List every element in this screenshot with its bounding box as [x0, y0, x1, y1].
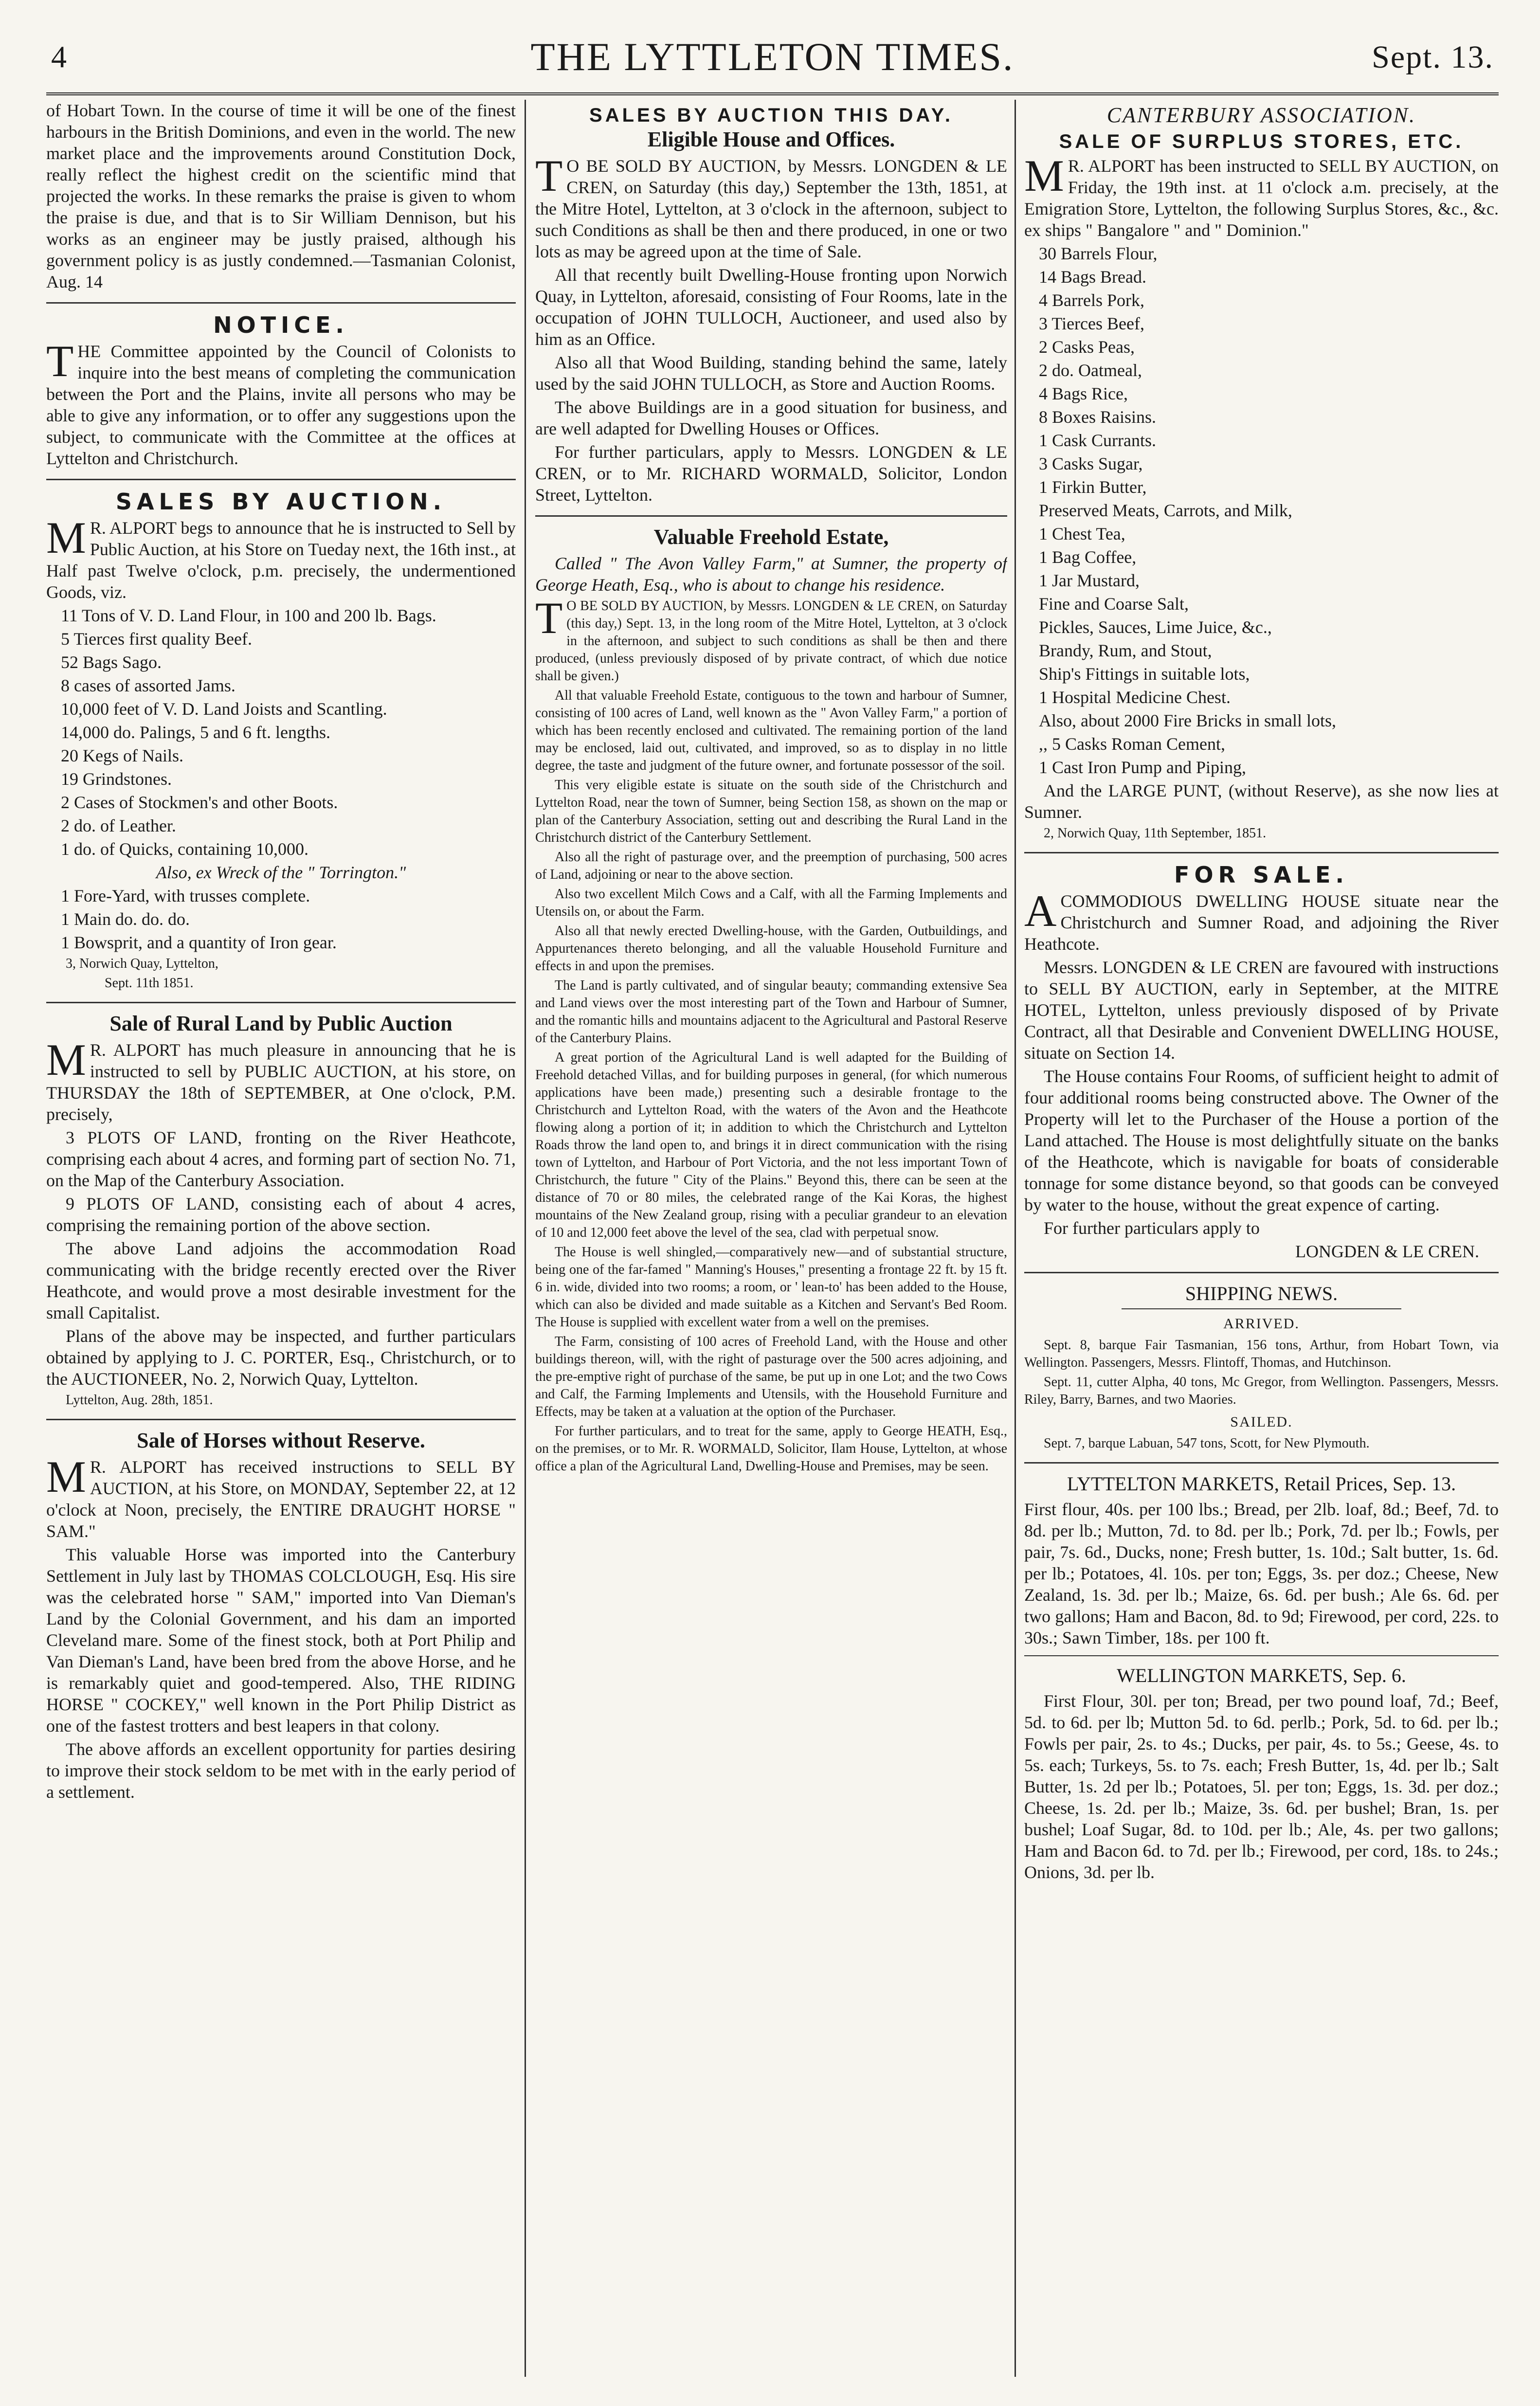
- list-item: 2 do. Oatmeal,: [1039, 361, 1142, 380]
- rural-intro: MR. ALPORT has much pleasure in announcing that he is instructed to sell by PUBLIC AUCTION, at his store, on THURSDAY the 18th of SEPTEMBER, at One o'clock, P.M. precisely,: [46, 1035, 516, 1124]
- surplus-stores-heading: SALE OF SURPLUS STORES, ETC.: [1059, 131, 1464, 152]
- list-item: 1 Fore-Yard, with trusses complete.: [61, 886, 310, 905]
- list-item: 8 Boxes Raisins.: [1039, 407, 1157, 427]
- list-item: ,, 5 Casks Roman Cement,: [1039, 734, 1225, 754]
- list-item: 52 Bags Sago.: [61, 652, 162, 672]
- canterbury-address: 2, Norwich Quay, 11th September, 1851.: [1044, 826, 1267, 841]
- list-item: 2 Cases of Stockmen's and other Boots.: [61, 793, 338, 812]
- arrival-entry: Sept. 8, barque Fair Tasmanian, 156 tons, Arthur, from Hobart Town, via Wellington. Passengers, Messrs. Flintoff, Thomas, and Hutchinson.: [1024, 1338, 1499, 1370]
- estate-paragraph: The Farm, consisting of 100 acres of Freehold Land, with the House and other buildings thereon, will, with the right of pasturage over the 500 acres adjoining, and the pre-emptive right of purchase of the same, be put up in one Lot; and the two Cows and Calf, the Farming Implements and Utensils, with the Household Furniture and Effects, may be taken at a valuation at the option of the Purchaser.: [535, 1334, 1007, 1419]
- wellington-markets-heading: WELLINGTON MARKETS, Sep. 6.: [1117, 1664, 1406, 1686]
- list-item: 1 Main do. do. do.: [61, 909, 190, 929]
- sales-address: 3, Norwich Quay, Lyttelton,: [66, 956, 218, 971]
- list-item: Brandy, Rum, and Stout,: [1039, 641, 1212, 660]
- list-item: Preserved Meats, Carrots, and Milk,: [1039, 501, 1292, 520]
- sales-date: Sept. 11th 1851.: [105, 976, 194, 991]
- divider: [1024, 1272, 1499, 1273]
- list-item: 1 Hospital Medicine Chest.: [1039, 687, 1231, 707]
- rural-date: Lyttelton, Aug. 28th, 1851.: [66, 1393, 213, 1408]
- divider: [1024, 852, 1499, 853]
- divider: [1122, 1308, 1401, 1309]
- house-paragraph: TO BE SOLD BY AUCTION, by Messrs. LONGDEN & LE CREN, on Saturday (this day,) September the 13th, 1851, at the Mitre Hotel, Lyttelton, at 3 o'clock in the afternoon, subject to such Conditions as shall be then and there produced, in one or two lots as may be agreed upon at the time of Sale.: [535, 151, 1007, 261]
- sales-intro: MR. ALPORT begs to announce that he is instructed to Sell by Public Auction, at his Store on Tueday next, the 16th inst., at Half past Twelve o'clock, p.m. precisely, the undermentioned Goods, viz.: [46, 513, 516, 602]
- issue-date: Sept. 13.: [1372, 39, 1494, 75]
- horses-paragraph: This valuable Horse was imported into the Canterbury Settlement in July last by THOMAS COLCLOUGH, Esq. His sire was the celebrated horse " SAM," imported into Van Dieman's Land by the Colonial Government, and his dam an imported Cleveland mare. Some of the finest stock, both at Port Philip and Van Dieman's Land, have been bred from the above Horse, and he is remarkably quiet and good-tempered. Also, THE RIDING HORSE " COCKEY," well known in the Port Philip District as one of the fastest trotters and best leapers in that colony.: [46, 1545, 516, 1736]
- list-item: 4 Bags Rice,: [1039, 384, 1128, 403]
- column-divider: [1015, 100, 1016, 2377]
- rural-paragraph: 3 PLOTS OF LAND, fronting on the River Heathcote, comprising each about 4 acres, and forming part of section No. 71, on the Map of the Canterbury Association.: [46, 1128, 516, 1190]
- estate-paragraph: All that valuable Freehold Estate, contiguous to the town and harbour of Sumner, consisting of 100 acres of Land, well known as the " Avon Valley Farm," a portion of which has been recently enclosed and cultivated. The remaining portion of the land may be enclosed, laid out, cultivated, and improved, so as to display in no little degree, the taste and judgment of the future owner, and fortunate possessor of the soil.: [535, 688, 1007, 773]
- divider: [46, 302, 516, 304]
- list-item: 3 Tierces Beef,: [1039, 314, 1144, 333]
- shipping-heading: SHIPPING NEWS.: [1185, 1283, 1338, 1304]
- notice-body: THE Committee appointed by the Council of Colonists to inquire into the best means of completing the communication between the Port and the Plains, invite all persons who may be able to give any information, or to offer any suggestions upon the subject, to communicate with the Committee at the offices at Lyttelton and Christchurch.: [46, 336, 516, 468]
- for-sale-paragraph: For further particulars apply to: [1044, 1218, 1260, 1238]
- column-1: [46, 100, 516, 2377]
- for-sale-intro: ACOMMODIOUS DWELLING HOUSE situate near the Christchurch and Sumner Road, and adjoining the River Heathcote.: [1024, 886, 1499, 954]
- rural-paragraph: 9 PLOTS OF LAND, consisting each of about 4 acres, comprising the remaining portion of the above section.: [46, 1194, 516, 1235]
- page-number: 4: [51, 39, 67, 74]
- notice-heading: NOTICE.: [213, 312, 349, 338]
- divider: [535, 515, 1007, 517]
- for-sale-signature: LONGDEN & LE CREN.: [1295, 1242, 1479, 1261]
- divider: [46, 479, 516, 480]
- house-offices-heading: Eligible House and Offices.: [647, 127, 895, 151]
- list-item: Ship's Fittings in suitable lots,: [1039, 664, 1250, 684]
- wellington-markets-prices: First Flour, 30l. per ton; Bread, per two pound loaf, 7d.; Beef, 5d. to 6d. per lb; Mutton 5d. to 6d. perlb.; Pork, 5d. to 6d. per lb.; Fowls per pair, 2s. to 4s.; Ducks, per pair, 4s. to 5s.; Geese, 4s. to 5s. each; Turkeys, 5s. to 7s. each; Fresh Butter, 1s, 4d. per lb.; Salt Butter, 1s. 2d per lb.; Potatoes, 5l. per ton; Eggs, 1s. 3d. per doz.; Cheese, 1s. 2d. per lb.; Maize, 3s. 6d. per bushel; Bran, 1s. per bushel; Loaf Sugar, 8d. to 10d. per lb.; Ale, 4s. per two gallons; Ham and Bacon 6d. to 7d. per lb.; Firewood, per cord, 18s. to 24s.; Onions, 3d. per lb.: [1024, 1691, 1499, 1882]
- divider: [46, 1419, 516, 1420]
- rural-paragraph: The above Land adjoins the accommodation Road communicating with the bridge recently erected over the River Heathcote, and would prove a most desirable investment for the small Capitalist.: [46, 1239, 516, 1322]
- list-item: Pickles, Sauces, Lime Juice, &c.,: [1039, 617, 1272, 637]
- column-2: [535, 100, 1007, 2377]
- for-sale-paragraph: Messrs. LONGDEN & LE CREN are favoured with instructions to SELL BY AUCTION, early in September, at the MITRE HOTEL, Lyttelton, unless previously disposed of by Private Contract, all that Desirable and Convenient DWELLING HOUSE, situate on Section 14.: [1024, 958, 1499, 1063]
- harbour-article: of Hobart Town. In the course of time it will be one of the finest harbours in the British Dominions, and even in the world. The new market place and the improvements around Constitution Dock, really reflect the highest credit on the scientific mind that projected the works. In these remarks the praise is given to whom the praise is due, and that is to Sir William Dennison, but his works as an engineer may be justly praised, although his government policy is as justly condemned.—Tasmanian Colonist, Aug. 14: [46, 101, 516, 291]
- list-item: 3 Casks Sugar,: [1039, 454, 1143, 473]
- estate-paragraph: The House is well shingled,—comparatively new—and of substantial structure, being one of the far-famed " Manning's Houses," presenting a frontage 22 ft. by 15 ft. 6 in. wide, divided into two rooms; a room, or ' lean-to' has been added to the House, which can also be divided and made suitable as a Kitchen and Servant's Bed Room. The House is supplied with excellent water from a well on the premises.: [535, 1245, 1007, 1330]
- list-item: 30 Barrels Flour,: [1039, 244, 1158, 263]
- list-item: 19 Grindstones.: [61, 769, 172, 789]
- estate-paragraph: The Land is partly cultivated, and of singular beauty; commanding extensive Sea and Land views over the most interesting part of the Town and Harbour of Sumner, and the romantic hills and mountains adjacent to the Agricultural and Pastoral Reserve of the Canterbury Plains.: [535, 978, 1007, 1046]
- list-item: 1 Jar Mustard,: [1039, 571, 1140, 590]
- divider: [46, 1002, 516, 1003]
- estate-heading: Valuable Freehold Estate,: [653, 525, 889, 549]
- column-divider: [525, 100, 526, 2377]
- horses-paragraph: The above affords an excellent opportunity for parties desiring to improve their stock seldom to be met with in the early period of a settlement.: [46, 1739, 516, 1802]
- list-item: 1 Cast Iron Pump and Piping,: [1039, 758, 1247, 777]
- rural-paragraph: Plans of the above may be inspected, and further particulars obtained by applying to J. C. PORTER, Esq., Christchurch, or to the AUCTIONEER, No. 2, Norwich Quay, Lyttelton.: [46, 1326, 516, 1389]
- estate-paragraph: TO BE SOLD BY AUCTION, by Messrs. LONGDEN & LE CREN, on Saturday (this day,) Sept. 13, in the long room of the Mitre Hotel, Lyttelton, at 3 o'clock in the afternoon, and subject to such conditions as shall be then and there produced, (unless previously disposed of by private contract, of which due notice shall be given.): [535, 593, 1007, 684]
- horses-heading: Sale of Horses without Reserve.: [137, 1429, 425, 1452]
- column-3: [1024, 100, 1499, 2377]
- estate-body: [535, 593, 1007, 1475]
- horses-intro: MR. ALPORT has received instructions to SELL BY AUCTION, at his Store, on MONDAY, September 22, at 12 o'clock at Noon, precisely, the ENTIRE DRAUGHT HORSE " SAM.": [46, 1452, 516, 1541]
- list-item: 1 Cask Currants.: [1039, 431, 1156, 450]
- house-paragraph: For further particulars, apply to Messrs. LONGDEN & LE CREN, or to Mr. RICHARD WORMALD, Solicitor, London Street, Lyttelton.: [535, 442, 1007, 505]
- rural-heading: Sale of Rural Land by Public Auction: [109, 1012, 453, 1035]
- estate-paragraph: Also all the right of pasturage over, and the preemption of purchasing, 500 acres of Land, adjoining or near to the above section.: [535, 850, 1007, 882]
- list-item: 14,000 do. Palings, 5 and 6 ft. lengths.: [61, 723, 330, 742]
- divider: [1024, 1655, 1499, 1656]
- estate-subheading: Called " The Avon Valley Farm," at Sumner, the property of George Heath, Esq., who is about to change his residence.: [535, 554, 1007, 595]
- estate-paragraph: A great portion of the Agricultural Land is well adapted for the Building of Freehold detached Villas, and for building purposes in general, (for which numerous applications have been made,) presenting such a desirable frontage to the Christchurch and Lyttelton Road, with the waters of the Avon and the Heathcote flowing along a portion of it; in addition to which the Christchurch and Lyttelton Roads throw the land open to, and brings it in direct communication with the rising town of Lyttelton, and Harbour of Port Victoria, and the not less important Town of Christchurch, the future " City of the Plains." Beyond this, there can be seen at the distance of 70 or 80 miles, the celebrated range of the Kai Koras, the highest mountains of the New Zealand group, rising with a peculiar grandeur to an elevation of 10 and 12,000 feet above the level of the sea, clad with perpetual snow.: [535, 1050, 1007, 1240]
- list-item: 8 cases of assorted Jams.: [61, 676, 236, 695]
- lyttelton-markets-heading: LYTTELTON MARKETS, Retail Prices, Sep. 13.: [1067, 1473, 1456, 1495]
- list-item: 1 do. of Quicks, containing 10,000.: [61, 839, 308, 859]
- arrival-entry: Sept. 11, cutter Alpha, 40 tons, Mc Gregor, from Wellington. Passengers, Messrs. Riley, Barry, Barnes, and two Maories.: [1024, 1375, 1499, 1407]
- list-item: 2 do. of Leather.: [61, 816, 176, 835]
- sailing-entry: Sept. 7, barque Labuan, 547 tons, Scott, for New Plymouth.: [1044, 1436, 1370, 1451]
- wreck-note: Also, ex Wreck of the " Torrington.": [156, 863, 406, 882]
- estate-paragraph: For further particulars, and to treat for the same, apply to George HEATH, Esq., on the premises, or to Mr. R. WORMALD, Solicitor, Ilam House, Lyttelton, at whose office a plan of the Agricultural Land, Dwelling-House and Premises, may be seen.: [535, 1424, 1007, 1474]
- canterbury-intro: MR. ALPORT has been instructed to SELL BY AUCTION, on Friday, the 19th inst. at 11 o'clock a.m. precisely, at the Emigration Store, Lyttelton, the following Surplus Stores, &c., &c. ex ships " Bangalore " and " Dominion.": [1024, 151, 1499, 240]
- sales-heading: SALES BY AUCTION.: [115, 488, 447, 515]
- masthead-rule: [46, 92, 1499, 95]
- house-paragraph: All that recently built Dwelling-House fronting upon Norwich Quay, in Lyttelton, aforesaid, consisting of Four Rooms, late in the occupation of JOHN TULLOCH, Auctioneer, and used also by him as an Office.: [535, 265, 1007, 349]
- list-item: 20 Kegs of Nails.: [61, 746, 183, 765]
- estate-paragraph: Also two excellent Milch Cows and a Calf, with all the Farming Implements and Utensils on, or about the Farm.: [535, 886, 1007, 919]
- list-item: 1 Chest Tea,: [1039, 524, 1125, 543]
- list-item: Also, about 2000 Fire Bricks in small lots,: [1039, 711, 1336, 730]
- list-item: 1 Bowsprit, and a quantity of Iron gear.: [61, 933, 337, 952]
- sailed-heading: SAILED.: [1230, 1414, 1293, 1430]
- stores-item-list: [1024, 243, 1499, 778]
- list-item: 1 Bag Coffee,: [1039, 547, 1137, 567]
- house-paragraph: Also all that Wood Building, standing behind the same, lately used by the said JOHN TULLOCH, as Store and Auction Rooms.: [535, 353, 1007, 394]
- auction-today-heading: SALES BY AUCTION THIS DAY.: [589, 105, 953, 126]
- list-item: 10,000 feet of V. D. Land Joists and Scantling.: [61, 699, 387, 719]
- estate-paragraph: This very eligible estate is situate on the south side of the Christchurch and Lyttelton Road, near the town of Sumner, being Section 158, as shown on the map or plan of the Canterbury Association, setting out and describing the Rural Land in the Christchurch district of the Canterbury Settlement.: [535, 778, 1007, 845]
- list-item: 11 Tons of V. D. Land Flour, in 100 and 200 lb. Bags.: [61, 606, 436, 625]
- list-item: 2 Casks Peas,: [1039, 337, 1135, 357]
- masthead: [46, 34, 1499, 92]
- estate-paragraph: Also all that newly erected Dwelling-house, with the Garden, Outbuildings, and Appurtenances thereto belonging, and all the valuable Household Furniture and effects in and upon the premises.: [535, 923, 1007, 974]
- punt-note: And the LARGE PUNT, (without Reserve), as she now lies at Sumner.: [1024, 781, 1499, 822]
- list-item: 14 Bags Bread.: [1039, 267, 1146, 287]
- house-paragraph: The above Buildings are in a good situation for business, and are well adapted for Dwelling Houses or Offices.: [535, 398, 1007, 438]
- sales-item-list: [46, 605, 516, 860]
- lyttelton-markets-prices: First flour, 40s. per 100 lbs.; Bread, per 2lb. loaf, 8d.; Beef, 7d. to 8d. per lb.; Mutton, 7d. to 8d. per lb.; Pork, 7d. per lb.; Fowls, per pair, 7s. 6d., Ducks, none; Fresh butter, 1s. 10d.; Salt butter, 1s. 6d. per lb.; Potatoes, 4l. 10s. per ton; Eggs, 3s. per doz.; Cheese, New Zealand, 1s. 3d. per lb.; Maize, 6s. 6d. per bush.; Ale 6s. 6d. per two gallons; Ham and Bacon, 8d. to 9d; Firewood, per cord, 22s. to 30s.; Sawn Timber, 18s. per 100 ft.: [1024, 1500, 1499, 1647]
- newspaper-title: THE LYTTLETON TIMES.: [530, 35, 1015, 79]
- list-item: 5 Tierces first quality Beef.: [61, 629, 252, 649]
- arrived-heading: ARRIVED.: [1223, 1316, 1300, 1332]
- list-item: 4 Barrels Pork,: [1039, 290, 1144, 310]
- list-item: Fine and Coarse Salt,: [1039, 594, 1189, 614]
- for-sale-heading: FOR SALE.: [1174, 862, 1349, 888]
- canterbury-heading: CANTERBURY ASSOCIATION.: [1106, 103, 1416, 127]
- divider: [1024, 1462, 1499, 1464]
- list-item: 1 Firkin Butter,: [1039, 477, 1147, 497]
- for-sale-paragraph: The House contains Four Rooms, of sufficient height to admit of four additional rooms being constructed above. The Owner of the Property will let to the Purchaser of the House a portion of the Land attached. The House is most delightfully situate on the banks of the Heathcote, which is navigable for boats of considerable tonnage for some distance beyond, so that goods can be conveyed by water to the house, without the great expence of carting.: [1024, 1067, 1499, 1214]
